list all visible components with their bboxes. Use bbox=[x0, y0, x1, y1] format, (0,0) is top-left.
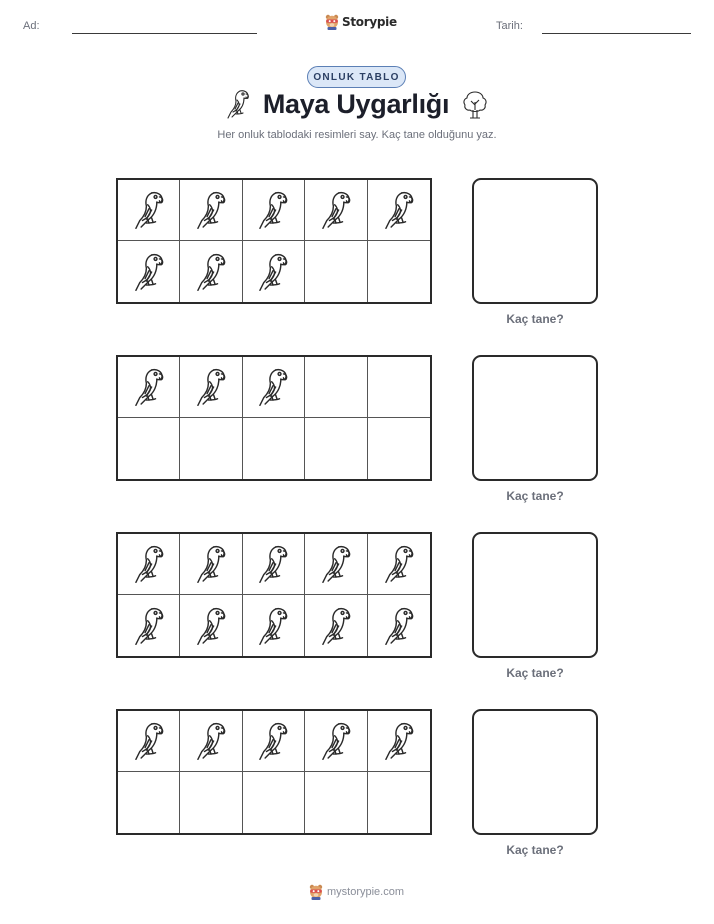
answer-box[interactable] bbox=[472, 178, 598, 304]
ten-frame-cell bbox=[243, 241, 305, 302]
page-title: Maya Uygarlığı bbox=[262, 88, 450, 119]
parrot-icon bbox=[256, 189, 290, 231]
ten-frame-cell bbox=[243, 357, 305, 418]
ten-frame-cell bbox=[368, 241, 430, 302]
ten-frame-cell bbox=[368, 357, 430, 418]
ten-frame-cell bbox=[118, 534, 180, 595]
parrot-icon bbox=[382, 720, 416, 762]
ten-frame-cell bbox=[368, 418, 430, 479]
footer bbox=[309, 884, 404, 900]
worksheet-type-badge: ONLUK TABLO bbox=[307, 66, 406, 88]
ten-frame-cell bbox=[305, 772, 367, 833]
title-row bbox=[0, 88, 714, 120]
ten-frame-cell bbox=[305, 357, 367, 418]
name-label: Ad: bbox=[23, 20, 40, 32]
ten-frame-cell bbox=[180, 772, 242, 833]
parrot-icon bbox=[256, 251, 290, 293]
parrot-icon bbox=[256, 720, 290, 762]
parrot-icon bbox=[256, 605, 290, 647]
ten-frame-cell bbox=[243, 418, 305, 479]
date-label: Tarih: bbox=[496, 20, 523, 32]
ten-frame-cell bbox=[305, 180, 367, 241]
ten-frame-cell bbox=[305, 595, 367, 656]
parrot-icon bbox=[194, 543, 228, 585]
name-line[interactable] bbox=[72, 33, 257, 34]
parrot-icon bbox=[382, 189, 416, 231]
ten-frame-cell bbox=[243, 772, 305, 833]
answer-box[interactable] bbox=[472, 532, 598, 658]
ten-frame-cell bbox=[118, 241, 180, 302]
parrot-icon bbox=[382, 543, 416, 585]
ten-frame-cell bbox=[368, 711, 430, 772]
ten-frame-cell bbox=[243, 595, 305, 656]
ten-frame-cell bbox=[243, 711, 305, 772]
answer-prompt: Kaç tane? bbox=[506, 666, 564, 680]
ten-frame-cell bbox=[180, 418, 242, 479]
ten-frame-cell bbox=[368, 772, 430, 833]
ten-frame-cell bbox=[118, 418, 180, 479]
parrot-icon bbox=[256, 543, 290, 585]
parrot-icon bbox=[194, 605, 228, 647]
ten-frame bbox=[116, 709, 432, 835]
ten-frame-cell bbox=[180, 357, 242, 418]
parrot-icon bbox=[132, 366, 166, 408]
date-line[interactable] bbox=[542, 33, 691, 34]
parrot-icon bbox=[132, 720, 166, 762]
ten-frame-cell bbox=[180, 711, 242, 772]
parrot-icon bbox=[132, 543, 166, 585]
ten-frame-cell bbox=[305, 711, 367, 772]
parrot-icon bbox=[194, 720, 228, 762]
parrot-icon bbox=[194, 189, 228, 231]
footer-url[interactable]: mystorypie.com bbox=[327, 886, 405, 898]
ten-frame-cell bbox=[118, 357, 180, 418]
ten-frame-cell bbox=[180, 180, 242, 241]
parrot-icon bbox=[132, 189, 166, 231]
ten-frame-cell bbox=[368, 595, 430, 656]
answer-prompt: Kaç tane? bbox=[506, 489, 564, 503]
ten-frame-cell bbox=[180, 241, 242, 302]
parrot-icon bbox=[194, 251, 228, 293]
answer-box[interactable] bbox=[472, 355, 598, 481]
ten-frame-cell bbox=[180, 595, 242, 656]
answer-box[interactable] bbox=[472, 709, 598, 835]
instructions: Her onluk tablodaki resimleri say. Kaç tane olduğunu yaz. bbox=[217, 129, 497, 141]
ten-frame-cell bbox=[243, 534, 305, 595]
ten-frame-cell bbox=[118, 595, 180, 656]
ten-frame-cell bbox=[368, 180, 430, 241]
parrot-icon bbox=[132, 605, 166, 647]
parrot-icon bbox=[319, 605, 353, 647]
parrot-icon bbox=[382, 605, 416, 647]
ten-frame bbox=[116, 355, 432, 481]
parrot-icon bbox=[319, 720, 353, 762]
brand-name: Storypie bbox=[342, 15, 397, 29]
ten-frame-cell bbox=[180, 534, 242, 595]
parrot-icon bbox=[319, 189, 353, 231]
ten-frame bbox=[116, 532, 432, 658]
answer-prompt: Kaç tane? bbox=[506, 843, 564, 857]
ten-frame-cell bbox=[118, 180, 180, 241]
parrot-icon bbox=[256, 366, 290, 408]
ten-frame-cell bbox=[368, 534, 430, 595]
parrot-icon bbox=[132, 251, 166, 293]
tree-icon bbox=[461, 88, 489, 120]
parrot-icon bbox=[319, 543, 353, 585]
ten-frame-cell bbox=[243, 180, 305, 241]
ten-frame-cell bbox=[118, 711, 180, 772]
parrot-icon bbox=[225, 88, 251, 120]
ten-frame-cell bbox=[305, 534, 367, 595]
ten-frame-cell bbox=[305, 241, 367, 302]
brand-logo bbox=[325, 14, 397, 30]
answer-prompt: Kaç tane? bbox=[506, 312, 564, 326]
ten-frame-cell bbox=[305, 418, 367, 479]
ten-frame bbox=[116, 178, 432, 304]
storypie-mascot-icon bbox=[325, 14, 339, 30]
parrot-icon bbox=[194, 366, 228, 408]
ten-frame-cell bbox=[118, 772, 180, 833]
storypie-mascot-icon bbox=[309, 884, 323, 900]
